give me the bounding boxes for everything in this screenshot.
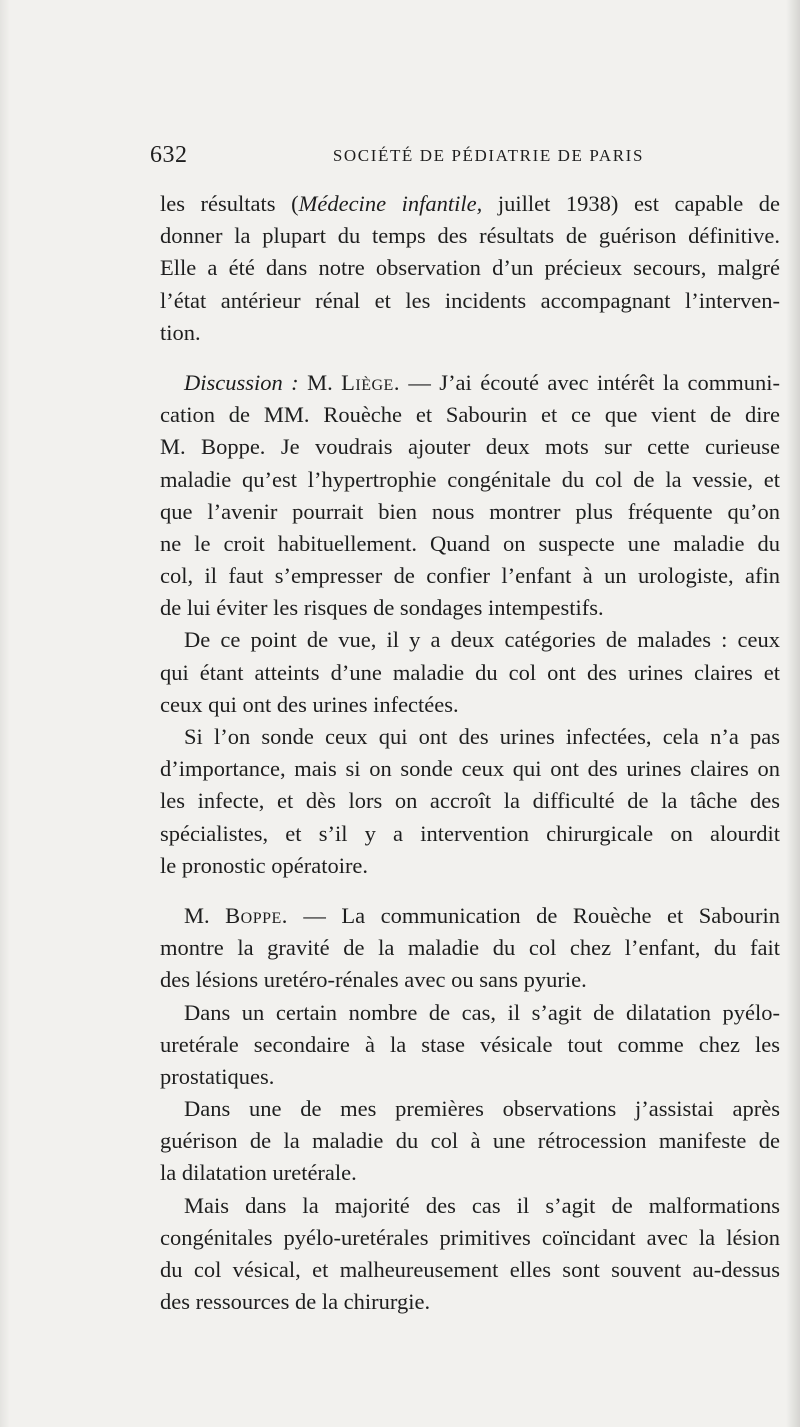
text-line: des lésions uretéro-rénales avec ou sans pyurie. xyxy=(160,967,587,993)
text-line: des ressources de la chirurgie. xyxy=(160,1289,431,1315)
text-line: montre la gravité de la maladie du col chez l’enfant, du fait xyxy=(160,935,780,961)
text-line: spécialistes, et s’il y a intervention chirurgicale on alourdit xyxy=(160,820,780,846)
text-line: Mais dans la majorité des cas il s’agit de malformations xyxy=(184,1192,780,1218)
text-line: qui étant atteints d’une maladie du col ont des urines claires et xyxy=(160,659,780,685)
text-line: d’importance, mais si on sonde ceux qui ont des urines claires on xyxy=(160,756,780,782)
text-fragment: — La communication de Rouèche et Sabourin xyxy=(303,902,781,928)
text-line: la dilatation uretérale. xyxy=(160,1160,357,1186)
text-line: donner la plupart du temps des résultats de guérison définitive. xyxy=(160,223,780,249)
text-line: De ce point de vue, il y a deux catégories de malades : ceux xyxy=(184,627,780,653)
page-edge-shadow-right xyxy=(786,0,800,1427)
text-line: cation de MM. Rouèche et Sabourin et ce que vient de dire xyxy=(160,402,780,428)
paragraph-gap xyxy=(160,882,780,900)
text-line: guérison de la maladie du col à une rétrocession manifeste de xyxy=(160,1128,780,1154)
text-fragment: — J’ai écouté avec intérêt la communi- xyxy=(408,369,781,395)
running-head: SOCIÉTÉ DE PÉDIATRIE DE PARIS xyxy=(332,146,644,165)
text-line: Dans un certain nombre de cas, il s’agit de dilatation pyélo- xyxy=(184,999,780,1025)
text-line: du col vésical, et malheureusement elles sont souvent au-dessus xyxy=(160,1257,780,1282)
paragraph-gap xyxy=(160,349,780,367)
text-fragment: les résultats ( xyxy=(160,191,299,216)
page-header xyxy=(150,142,644,174)
text-line: Elle a été dans notre observation d’un précieux secours, malgré xyxy=(160,255,780,281)
text-line: l’état antérieur rénal et les incidents accompagnant l’interven- xyxy=(160,287,780,313)
speaker-prefix: M. xyxy=(307,369,342,395)
text-line: col, il faut s’empresser de confier l’enfant à un urologiste, afin xyxy=(160,563,780,589)
text-line: maladie qu’est l’hypertrophie congénitale du col de la vessie, et xyxy=(160,466,780,492)
text-line: Si l’on sonde ceux qui ont des urines infectées, cela n’a pas xyxy=(184,724,780,749)
text-line: ceux qui ont des urines infectées. xyxy=(160,691,459,717)
text-line: congénitales pyélo-uretérales primitives coïncidant avec la lésion xyxy=(160,1224,780,1250)
journal-title: Médecine infantile, xyxy=(298,191,483,216)
text-line: tion. xyxy=(160,319,201,345)
text-line xyxy=(160,900,780,932)
page-edge-shadow-left xyxy=(0,0,10,1427)
text-line: uretérale secondaire à la stase vésicale tout comme chez les xyxy=(160,1031,780,1057)
body-text xyxy=(160,188,780,1318)
text-line: ne le croit habituellement. Quand on suspecte une maladie du xyxy=(160,530,780,556)
text-line xyxy=(160,188,780,220)
page-number: 632 xyxy=(150,142,188,168)
text-line: de lui éviter les risques de sondages intempestifs. xyxy=(160,595,604,621)
text-line: que l’avenir pourrait bien nous montrer plus fréquente qu’on xyxy=(160,498,780,524)
text-line: Dans une de mes premières observations j’assistai après xyxy=(184,1096,780,1122)
text-line: prostatiques. xyxy=(160,1063,275,1089)
speaker-name: Liège. xyxy=(341,369,400,395)
speaker-prefix: M. xyxy=(184,902,226,928)
text-line: le pronostic opératoire. xyxy=(160,852,369,878)
text-line: M. Boppe. Je voudrais ajouter deux mots sur cette curieuse xyxy=(160,434,780,460)
text-fragment: juillet 1938) est capable de xyxy=(497,191,781,216)
discussion-label: Discussion : xyxy=(184,369,299,395)
text-line: les infecte, et dès lors on accroît la difficulté de la tâche des xyxy=(160,788,780,814)
text-line xyxy=(160,367,780,399)
speaker-name: Boppe. xyxy=(225,902,288,928)
